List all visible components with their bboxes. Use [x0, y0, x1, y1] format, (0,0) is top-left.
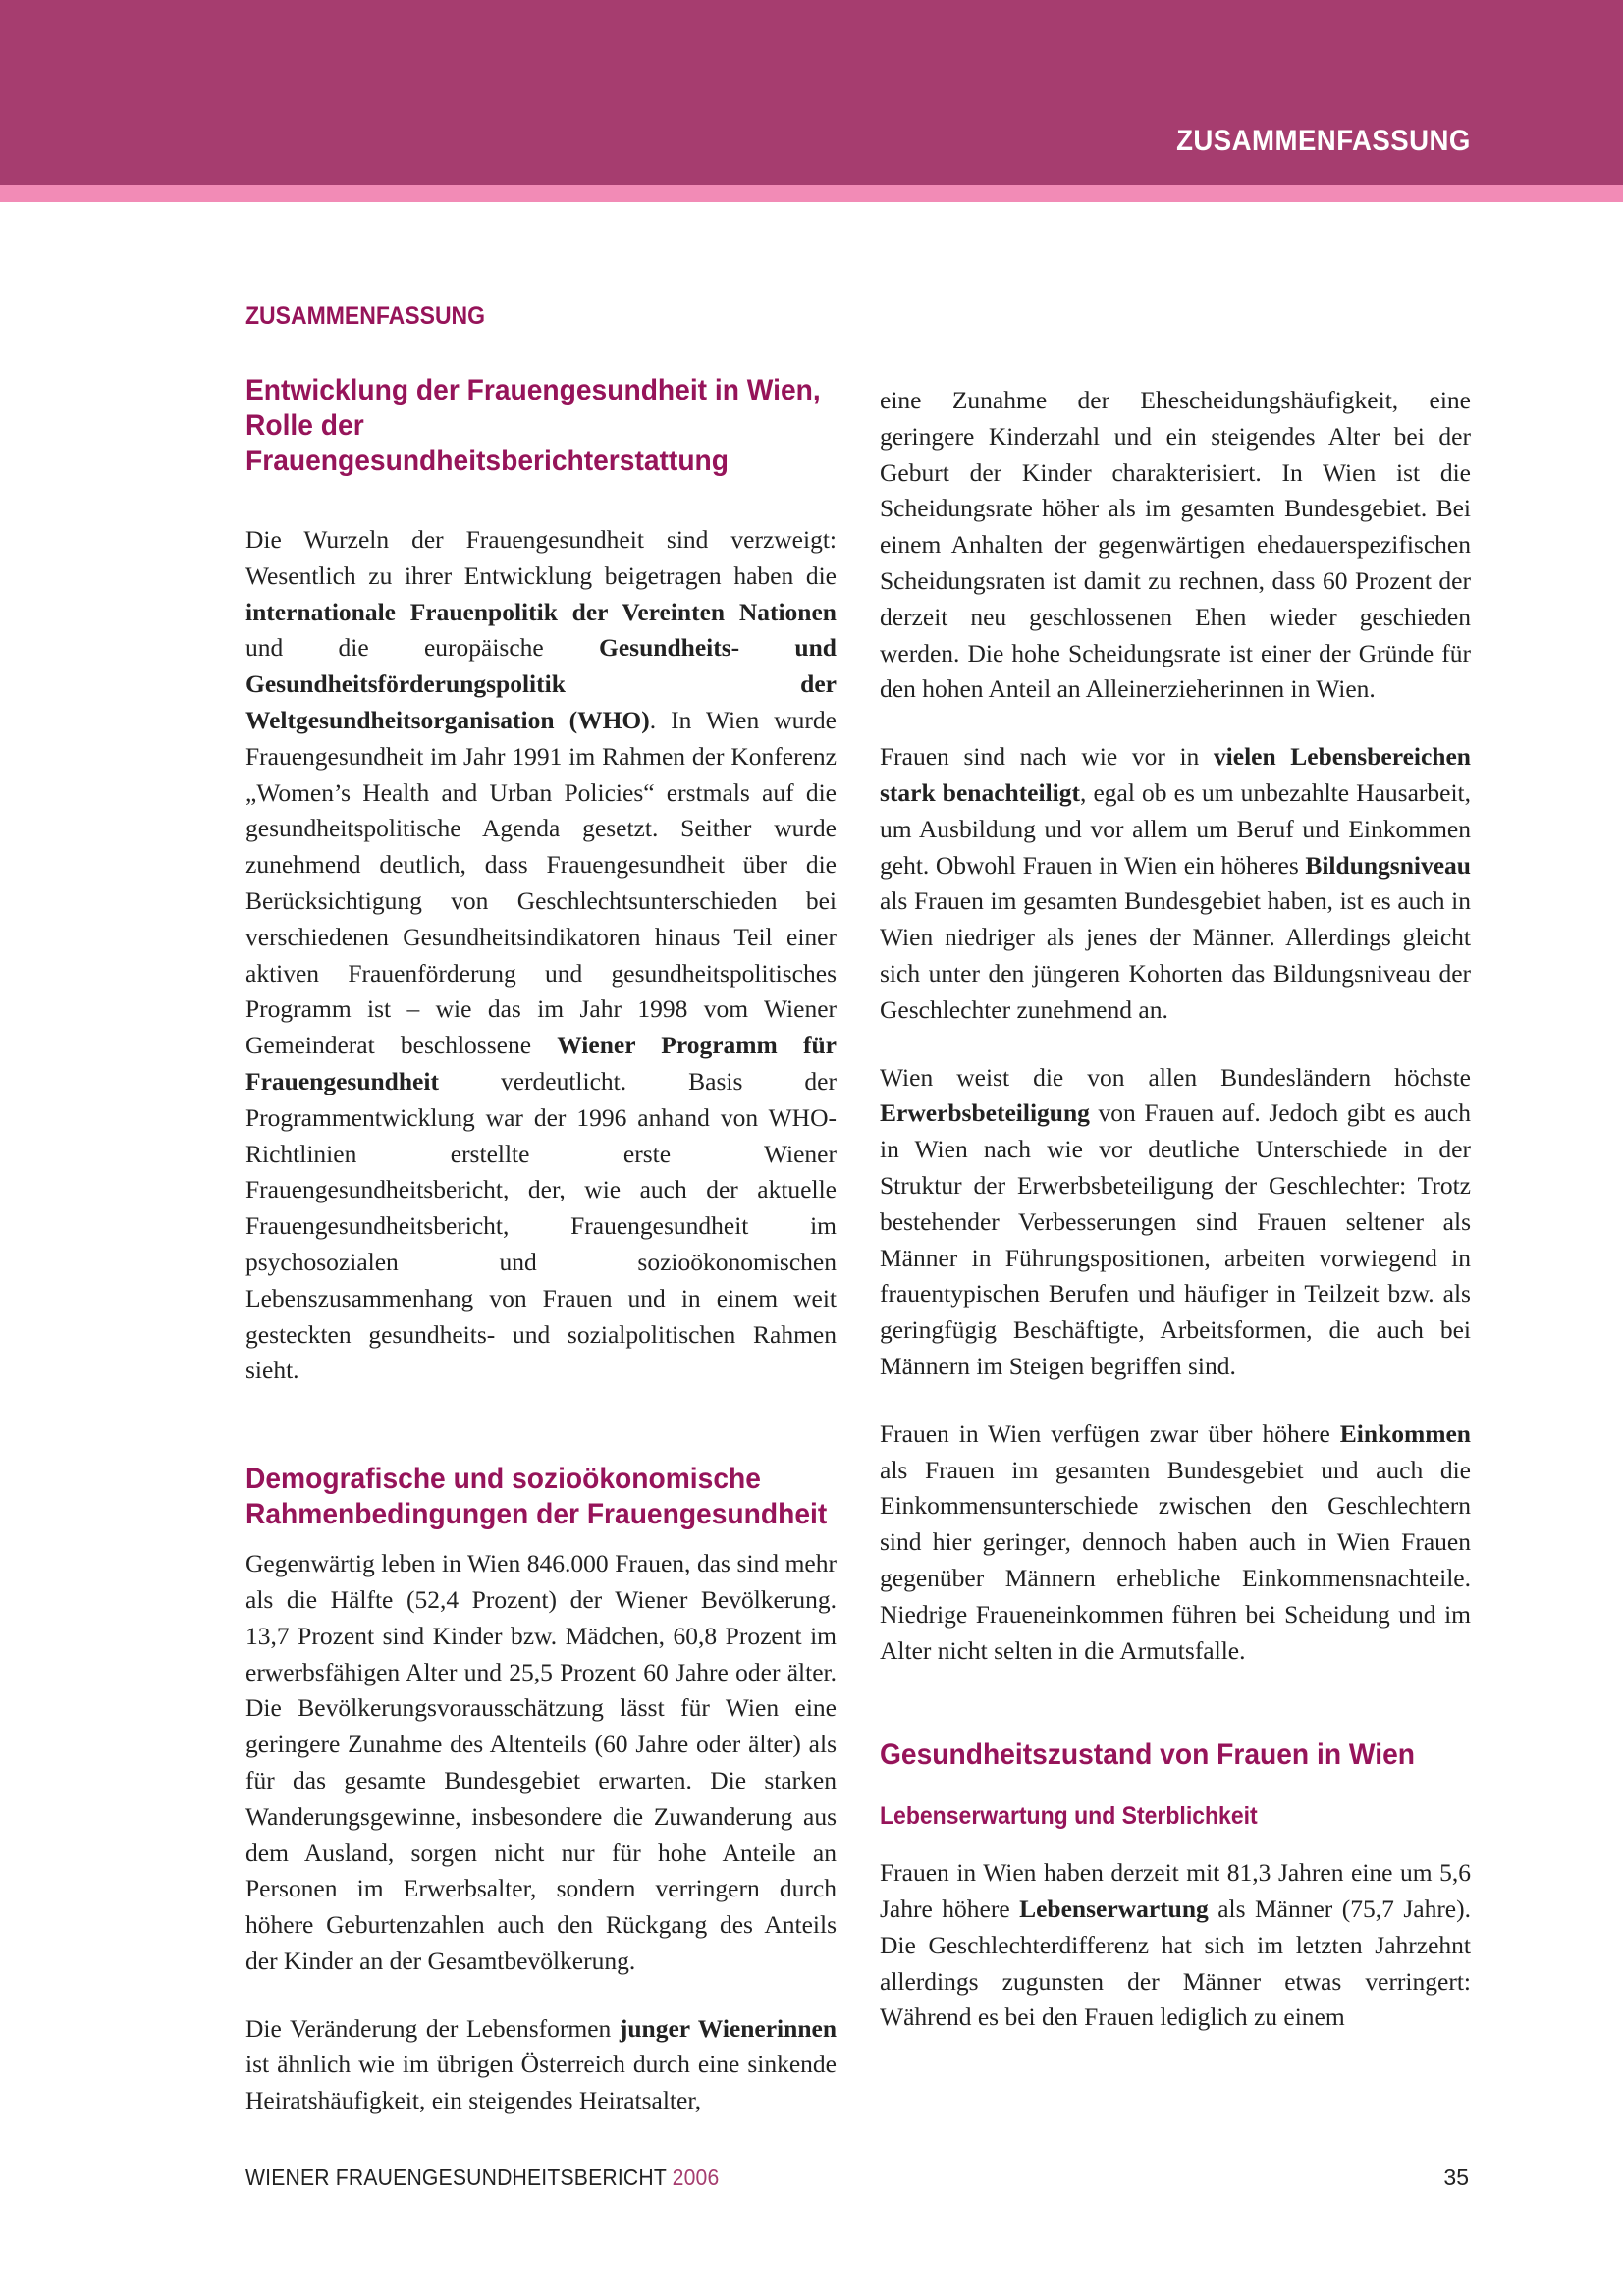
page-number: 35 — [1443, 2164, 1469, 2190]
chapter-title: ZUSAMMENFASSUNG — [1176, 125, 1471, 157]
subheading-lebenserwartung: Lebenserwartung und Sterblichkeit — [880, 1802, 1258, 1831]
paragraph-erwerb — [880, 1060, 1471, 1385]
footer-year: 2006 — [672, 2164, 720, 2190]
text-run: Frauen in Wien verfügen zwar über höhere — [880, 1418, 1340, 1448]
text-run: Frauen in Wien haben derzeit mit 81,3 Jahren eine um 5,6 Jahre höhere — [880, 1858, 1471, 1924]
emphasis: Lebenserwartung — [1019, 1895, 1209, 1924]
paragraph-lebenserwartung — [880, 1855, 1471, 2036]
text-run: als Frauen im gesamten Bundesgebiet und auch die Einkommensunterschiede zwischen den Geschlechtern sind hier geringer, dennoch haben auch in Wien Frauen gegenüber Männern erhebliche Einkommensnachteile. Niedrige Fraueneinkommen führen bei Scheidung und im Alter nicht selten in die Armutsfalle. — [880, 1455, 1471, 1665]
text-run: . In Wien wurde Frauengesundheit im Jahr 1991 im Rahmen der Konferenz „Women’s Health and Urban Policies“ erstmals auf die gesundheitspolitische Agenda gesetzt. Seither wurde zunehmend deutlich, dass Frauengesundheit über die Berücksichtigung von Geschlechtsunterschieden bei verschiedenen Gesundheitsindikatoren hinaus Teil einer aktiven Frauenförderung und gesundheitspolitisches Programm ist – wie das im Jahr 1998 vom Wiener Gemeinderat beschlossene — [245, 705, 837, 1060]
emphasis: Einkommen — [1339, 1418, 1471, 1448]
text-run: als Frauen im gesamten Bundesgebiet haben, ist es auch in Wien niedriger als jenes der Männer. Allerdings gleicht sich unter den jüngeren Kohorten das Bildungsniveau der Geschlechter zunehmend an. — [880, 886, 1471, 1024]
text-run: verdeutlicht. Basis der Programmentwicklung war der 1996 anhand von WHO-Richtlinien erstellte erste Wiener Frauengesundheitsbericht, der, wie auch der aktuelle Frauengesundheitsbericht, Frauengesundheit im psychosozialen und sozioökonomischen Lebenszusammenhang von Frauen und in einem weit gesteckten gesundheits- und sozialpolitischen Rahmen sieht. — [245, 1066, 837, 1385]
paragraph-benachteiligung — [880, 739, 1471, 1028]
text-run: als Männer (75,7 Jahre). Die Geschlechterdifferenz hat sich im letzten Jahrzehnt allerdings zugunsten der Männer etwas verringert: Während es bei den Frauen lediglich zu einem — [880, 1895, 1471, 2032]
heading-demografie: Demografische und sozioökonomische Rahmenbedingungen der Frauengesundheit — [245, 1463, 828, 1531]
header-stripe — [0, 185, 1623, 202]
text-run: und die europäische — [245, 633, 600, 663]
paragraph-einkommen — [880, 1416, 1471, 1670]
emphasis: Erwerbsbeteiligung — [880, 1098, 1090, 1128]
heading-entwicklung: Entwicklung der Frauengesundheit in Wien, Rolle der Frauengesundheitsberichterstattung — [245, 374, 821, 477]
emphasis: vielen Lebensbereichen stark benachteiligt — [880, 742, 1471, 807]
text-run: Frauen sind nach wie vor in — [880, 742, 1214, 772]
emphasis: Gesundheits- und Gesundheitsförderungspolitik der Weltgesundheitsorganisation (WHO) — [245, 633, 837, 734]
heading-gesundheitszustand: Gesundheitszustand von Frauen in Wien — [880, 1738, 1416, 1772]
left-column — [245, 373, 837, 2119]
text-run: Die Wurzeln der Frauengesundheit sind verzweigt: Wesentlich zu ihrer Entwicklung beigetragen haben die — [245, 525, 837, 590]
text-run: , egal ob es um unbezahlte Hausarbeit, um Ausbildung und vor allem um Beruf und Einkommen geht. Obwohl Frauen in Wien ein höheres — [880, 777, 1471, 880]
emphasis: internationale Frauenpolitik der Vereinten Nationen — [245, 597, 837, 626]
text-run: ist ähnlich wie im übrigen Österreich durch eine sinkende Heiratshäufigkeit, ein steigendes Heiratsalter, — [245, 2050, 837, 2115]
text-run: Die Veränderung der Lebensformen — [245, 2013, 620, 2043]
right-column — [880, 383, 1471, 2036]
text-run: von Frauen auf. Jedoch gibt es auch in Wien nach wie vor deutliche Unterschiede in der Struktur der Erwerbsbeteiligung der Geschlechter: Trotz bestehender Verbesserungen sind Frauen seltener als Männer in Führungspositionen, arbeiten vorwiegend in frauentypischen Berufen und häufiger in Teilzeit bzw. als geringfügig Beschäftigte, Arbeitsformen, die auch bei Männern im Steigen begriffen sind. — [880, 1098, 1471, 1380]
paragraph-wurzeln — [245, 522, 837, 1389]
paragraph-lebensformen — [245, 2011, 837, 2119]
footer-title — [245, 2164, 719, 2191]
text-run: Wien weist die von allen Bundesländern höchste — [880, 1062, 1471, 1092]
paragraph-bevoelkerung: Gegenwärtig leben in Wien 846.000 Frauen, das sind mehr als die Hälfte (52,4 Prozent) der Wiener Bevölkerung. 13,7 Prozent sind Kinder bzw. Mädchen, 60,8 Prozent im erwerbsfähigen Alter und 25,5 Prozent 60 Jahre oder älter. Die Bevölkerungsvorausschätzung lässt für Wien eine geringere Zunahme des Altenteils (60 Jahre oder älter) als für das gesamte Bundesgebiet erwarten. Die starken Wanderungsgewinne, insbesondere die Zuwanderung aus dem Ausland, sorgen nicht nur für hohe Anteile an Personen im Erwerbsalter, sondern verringern durch höhere Geburtenzahlen auch den Rückgang des Anteils der Kinder an der Gesamtbevölkerung. — [245, 1549, 837, 1975]
section-label: ZUSAMMENFASSUNG — [245, 302, 486, 330]
footer-report-name: WIENER FRAUENGESUNDHEITSBERICHT — [245, 2164, 673, 2190]
emphasis: junger Wienerinnen — [619, 2013, 838, 2043]
paragraph-scheidung: eine Zunahme der Ehescheidungshäufigkeit, eine geringere Kinderzahl und ein steigendes Alter bei der Geburt der Kinder charakterisiert. In Wien ist die Scheidungsrate höher als im gesamten Bundesgebiet. Bei einem Anhalten der gegenwärtigen ehedauerspezifischen Scheidungsraten ist damit zu rechnen, dass 60 Prozent der derzeit neu geschlossenen Ehen wieder geschieden werden. Die hohe Scheidungsrate ist einer der Gründe für den hohen Anteil an Alleinerzieherinnen in Wien. — [880, 386, 1471, 704]
emphasis: Wiener Programm für Frauengesundheit — [245, 1031, 837, 1095]
emphasis: Bildungsniveau — [1305, 850, 1471, 880]
